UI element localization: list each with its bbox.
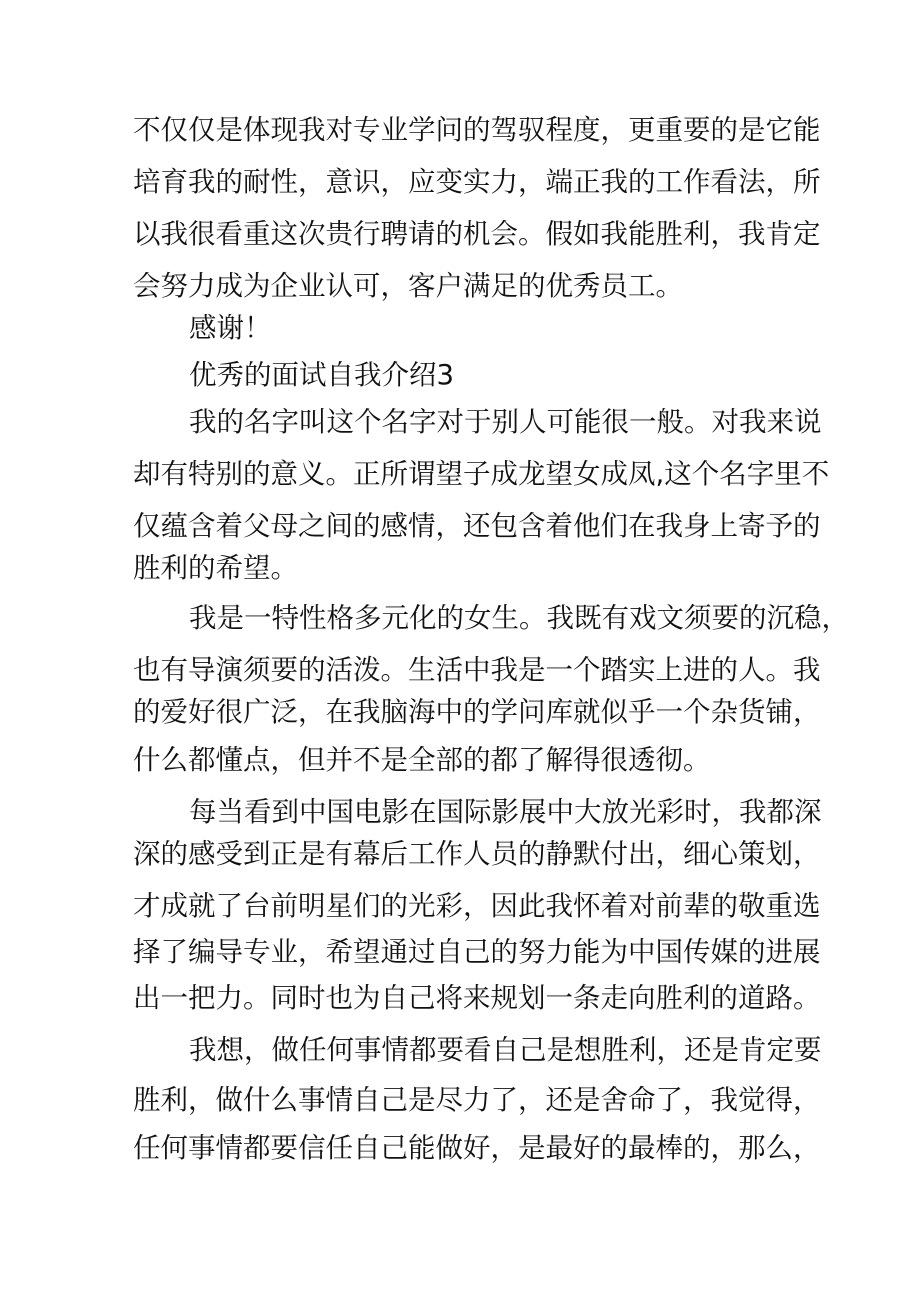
text-line: 不仅仅是体现我对专业学问的驾驭程度，更重要的是它能	[133, 114, 821, 146]
text-line: 我想，做任何事情都要看自己是想胜利，还是肯定要	[189, 1034, 822, 1066]
text-line: 胜利的希望。	[133, 552, 298, 584]
text-line: 才成就了台前明星们的光彩，因此我怀着对前辈的敬重选	[133, 890, 821, 922]
text-line: 每当看到中国电影在国际影展中大放光彩时，我都深	[189, 796, 822, 828]
text-line: 出一把力。同时也为自己将来规划一条走向胜利的道路。	[133, 982, 821, 1014]
section-heading: 优秀的面试自我介绍3	[189, 359, 454, 391]
text-line: 什么都懂点，但并不是全部的都了解得很透彻。	[133, 744, 711, 776]
text-line: 的爱好很广泛，在我脑海中的学问库就似乎一个杂货铺，	[133, 696, 821, 728]
text-line: 任何事情都要信任自己能做好，是最好的最棒的，那么，	[133, 1132, 821, 1164]
text-line: 仅蕴含着父母之间的感情，还包含着他们在我身上寄予的	[133, 510, 821, 542]
text-line: 择了编导专业，希望通过自己的努力能为中国传媒的进展	[133, 936, 821, 968]
text-line: 我是一特性格多元化的女生。我既有戏文须要的沉稳，	[189, 602, 849, 634]
text-line: 我的名字叫这个名字对于别人可能很一般。对我来说	[189, 406, 822, 438]
text-line: 却有特别的意义。正所谓望子成龙望女成凤,这个名字里不	[133, 458, 830, 490]
text-line-thanks: 感谢！	[189, 312, 272, 344]
text-line: 深的感受到正是有幕后工作人员的静默付出，细心策划，	[133, 838, 821, 870]
text-line: 培育我的耐性，意识，应变实力，端正我的工作看法，所	[133, 166, 821, 198]
text-line: 胜利，做什么事情自己是尽力了，还是舍命了，我觉得，	[133, 1084, 821, 1116]
text-line: 也有导演须要的活泼。生活中我是一个踏实上进的人。我	[133, 654, 821, 686]
text-line: 会努力成为企业认可，客户满足的优秀员工。	[133, 270, 683, 302]
text-line: 以我很看重这次贵行聘请的机会。假如我能胜利，我肯定	[133, 218, 821, 250]
